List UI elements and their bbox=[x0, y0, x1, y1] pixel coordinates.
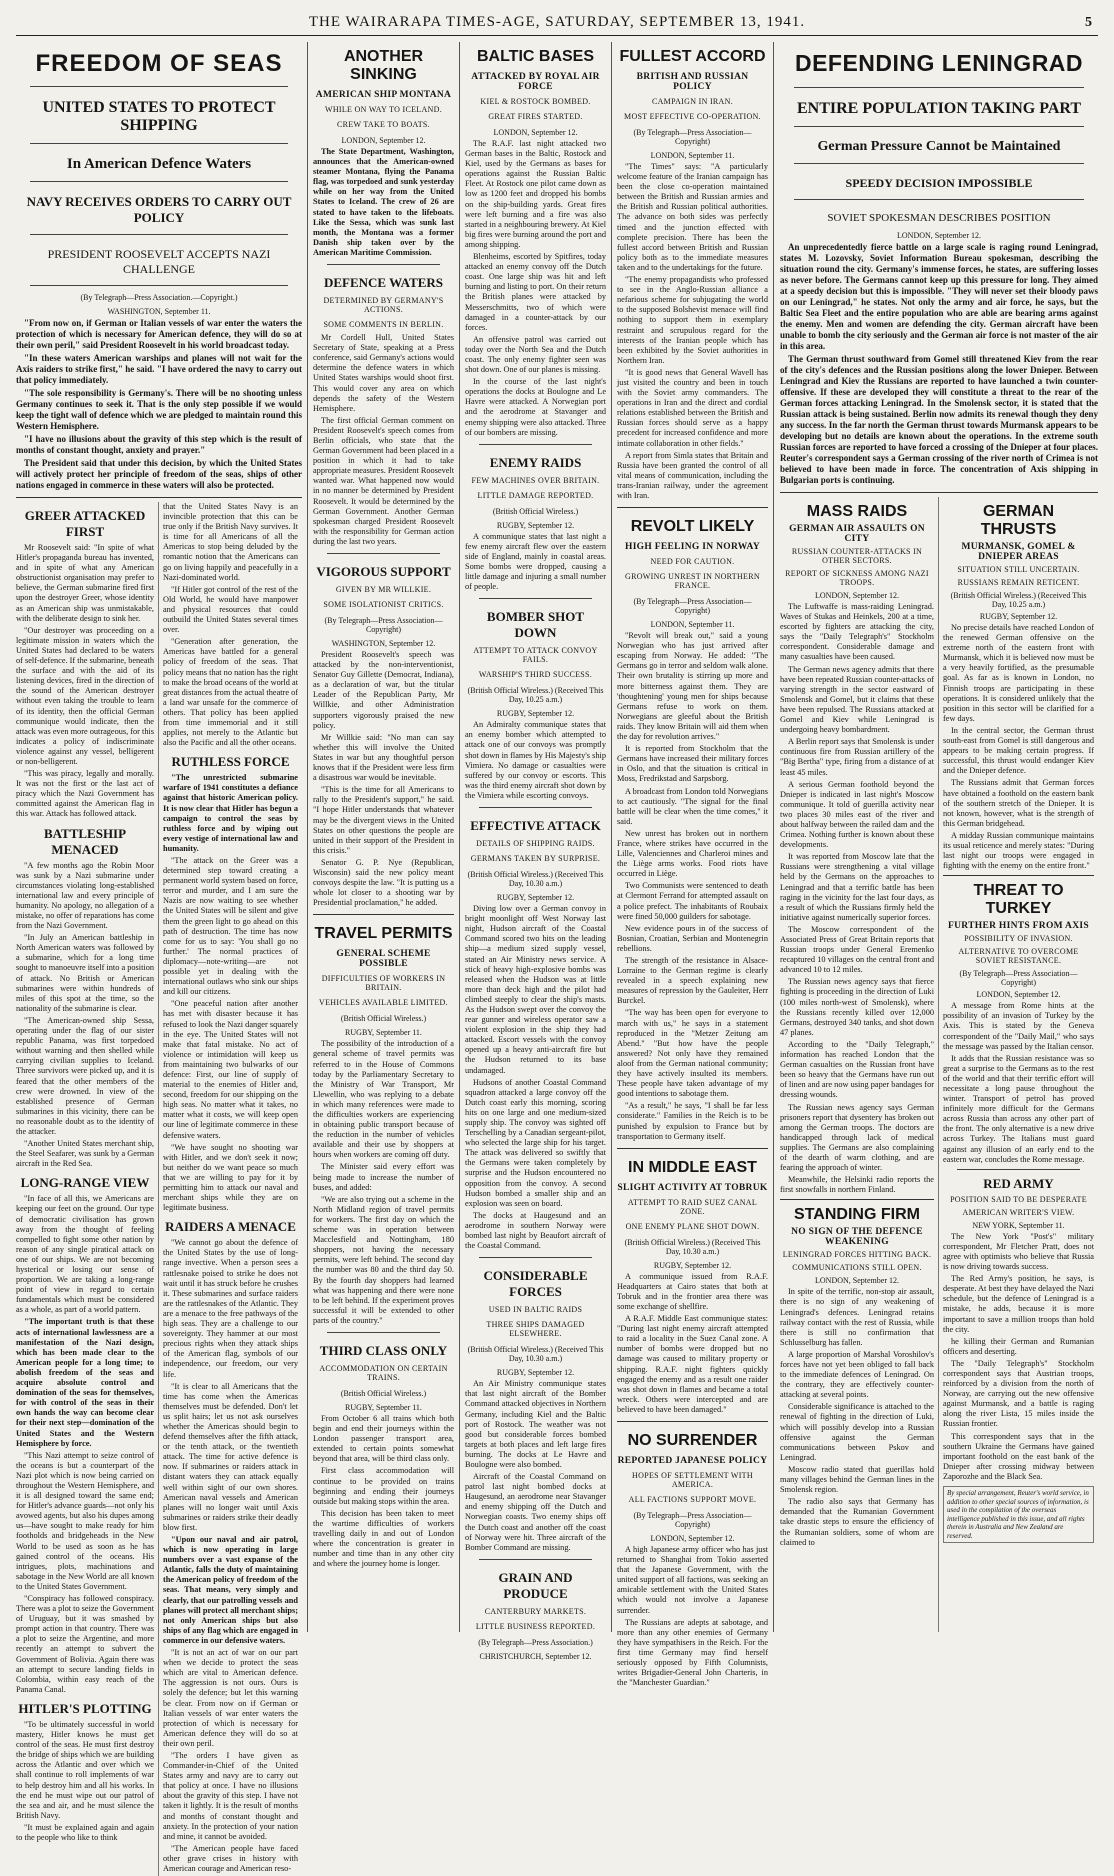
paragraph: An Air Ministry communique states that last night aircraft of the Bomber Command attacked objectives in Northern Germany, including Kiel and the Baltic port of Rostock. The weather was not good but considerable forces bombed targets at both places and left large fires burning. The docks at Le Havre and Boulogne were also bombed. bbox=[465, 1379, 606, 1469]
paragraph: "In July an American battleship in North American waters was followed by a submarine, which for a long time sought to manoeuvre itself into a position of attack. No British or American submarines were within hundreds of miles of this spot at the time, so the nationality of the submarine is clear. bbox=[16, 933, 154, 1013]
paragraph: Hudsons of another Coastal Command squadron attacked a large convoy off the Dutch coast early this morning, scoring hits on one large and one medium-sized supply ship. The convoy was sighted off Terschelling by a Canadian sergeant-pilot, who selected the large ship for his target. The attack was delivered so swiftly that the Germans were taken completely by surprise and the Hudson encountered no opposition from the convoy. A second Hudson bombed a smaller ship and an explosion was seen on board. bbox=[465, 1077, 606, 1208]
subhead: WARSHIP'S THIRD SUCCESS. bbox=[478, 670, 593, 680]
subhead-navy-orders: NAVY RECEIVES ORDERS TO CARRY OUT POLICY bbox=[26, 194, 292, 225]
paragraph: The R.A.F. last night attacked two German bases in the Baltic, Rostock and Kiel, used by the Germans as bases for operations against the Russian Baltic Fleet. At Rostock one pilot came down as low as 1200 feet and dropped his bombs on the ship-building yards. Great fires were left burning and a fire was also started in a neighbouring brewery. At Kiel big fires were burning around the port and among shipping. bbox=[465, 139, 606, 249]
section-title: LONG-RANGE VIEW bbox=[20, 1175, 150, 1191]
dateline: LONDON, September 12. bbox=[815, 591, 899, 600]
dateline: NEW YORK, September 11. bbox=[972, 1220, 1065, 1230]
dateline: LONDON, September 12. bbox=[493, 128, 578, 137]
paragraph: "Revolt will break out," said a young Norwegian who has just arrived after escaping from Norway. He added: "The Germans go in terror and seldom walk alone. Their own brutality is stirring up more and more bitterness against them. They are 'thoughtening' young men for ships because Germans refuse to work on them. Norwegians are gleeful about the British raids. They know Britain will aid them when the day for revolution arrives." bbox=[617, 631, 768, 742]
paragraph: The Russians admit that German forces have obtained a foothold on the eastern bank of the southern stretch of the Dnieper. It is not known, however, what is the strength of this German bridgehead. bbox=[943, 778, 1094, 828]
dateline: RUGBY, September 12. bbox=[496, 520, 575, 530]
paragraph: It was reported from Moscow late that the Russians were strengthening a vital village held by the Germans on the approaches to Leningrad and that a terrific battle has been raging in the vicinity for the last four days, as a result of which the Russians firmly held the initiative against numerically superior forces. bbox=[780, 852, 934, 922]
headline-considerable-forces: CONSIDERABLE FORCES bbox=[483, 1268, 588, 1300]
paragraph: "Our destroyer was proceeding on a legitimate mission in waters which the United States had declared to be waters of self-defence. If the submarine, beneath the surface and with the aid of its listening devices, fired in the direction of the sound of the American destroyer without even taking the trouble to learn of its identity, then the official German communique would indicate, then the attack was even more outrageous, for this indicates a policy of indiscriminate violence against any vessel, belligerent or non-belligerent. bbox=[16, 625, 155, 766]
paragraph: This correspondent says that in the southern Ukraine the Germans have gained important foothold on the east bank of the Dnieper after crossing midway between Zaporozhe and the Black Sea. bbox=[943, 1431, 1094, 1481]
headline-german-thrusts: GERMAN THRUSTS bbox=[980, 503, 1057, 538]
intro-text bbox=[16, 318, 302, 493]
paragraph: "In these waters American warships and planes will not wait for the Axis raiders to strike first," he said. "I have ordered the navy to carry out that policy immediately. bbox=[16, 353, 302, 385]
paragraph: "The attack on the Greer was a determined step toward creating a permanent world system based on force, terror and murder, and I am sure the Nazis are now waiting to see whether the United States will be silent and give them the green light to go ahead on this path of destruction. The time has now come for us to say: 'You shall go no further.' The normal practices of diplomacy—note-writing—are not possible yet in dealing with the international outlaws who sink our ships and kill our citizens. bbox=[163, 856, 298, 997]
byline: (British Official Wireless.) (Received This Day, 10.30 a.m.) bbox=[467, 1345, 604, 1364]
paragraph: A message from Rome hints at the possibility of an invasion of Turkey by the Axis. This is stated by the Geneva correspondent of the "Daily Mail," who says the message was passed by the Italian censor. bbox=[943, 1001, 1094, 1051]
dateline: WASHINGTON, September 11. bbox=[107, 307, 211, 316]
paragraph: "This Nazi attempt to seize control of the oceans is but a counterpart of the Nazi plot which is now being carried on throughout the Western Hemisphere, and it is all designed toward the same end; for Hitler's advance guards—not only his avowed agents, but also his dupes among us—have sought to make ready for him footholds and bridgeheads in the New World to be used as soon as he has gained control of the oceans. His intrigues, plots, machinations and sabotage in the New World are all known to the United States Government. bbox=[16, 1450, 154, 1591]
dateline: RUGBY, September 12. bbox=[496, 893, 575, 903]
paragraph: "The important truth is that these acts of international lawlessness are a manifestation of the Nazi design, which has been made clear to the American people for a long time; to abolish freedom of the seas and acquire absolute control and domination of the seas for themselves, for with control of the seas in their own hands the way can become clear for their next step—domination of the United States and the Western Hemisphere by force. bbox=[16, 1317, 154, 1448]
subhead: REPORT OF SICKNESS AMONG NAZI TROOPS. bbox=[785, 569, 929, 587]
paragraph: This decision has been taken to meet the wartime difficulties of workers travelling daily in and out of London where the concentration is greater in number and time than in any other city and where the journey home is longer. bbox=[313, 1508, 454, 1569]
leningrad-left-subcolumn bbox=[780, 497, 939, 1632]
headline-third-class-only: THIRD CLASS ONLY bbox=[319, 1342, 448, 1358]
paragraph: The first official German comment on President Roosevelt's speech comes from Berlin officials, who state that the German Government had been placed in a position in which it had to take appropriate measures. President Roosevelt wanted war. What happened now would in no manner be determined by President Roosevelt. It would be determined by the German Government. Another German spokesman charged President Roosevelt with the responsibility for German action during the last two years. bbox=[313, 415, 455, 546]
paragraph: Considerable significance is attached to the renewal of fighting in the direction of Luki, which will possibly develop into a Russian offensive against the German communications between Pskov and Leningrad. bbox=[780, 1402, 934, 1462]
paragraph: "It must be explained again and again to the people who like to think bbox=[16, 1822, 154, 1842]
paragraph: A high Japanese army officer who has just returned to Shanghai from Tokio asserted that the Japanese Government, with the united support of all factions, was seeking an amicable settlement with the United States which would not involve a Japanese surrender. bbox=[617, 1545, 768, 1615]
headline-grain-and-produce: GRAIN AND PRODUCE bbox=[498, 1569, 573, 1601]
dateline: RUGBY, September 12. bbox=[496, 1368, 575, 1378]
paragraph: that the United States Navy is an invincible protection that this can be true only if the British Navy survives. It is time for all Americans of all the Americas to stop being deluded by the romantic notion that the Americans can go on living happily and peacefully in a Nazi-dominated world. bbox=[163, 502, 298, 582]
subhead: RUSSIAN COUNTER-ATTACKS IN OTHER SECTORS. bbox=[791, 547, 923, 565]
paragraph: No precise details have reached London of the renewed German offensive on the extreme north of the eastern front with Murmansk, which it is believed now must be a very heavily fortified, as the presumable goal. As far as is known in London, no Finnish troops are participating in these operations. It is considered unlikely that the position in this sector will be clarified for a few days. bbox=[943, 623, 1094, 723]
section-title: HITLER'S PLOTTING bbox=[18, 1700, 152, 1716]
dateline: RUGBY, September 12. bbox=[979, 612, 1058, 621]
headline-in-middle-east: IN MIDDLE EAST bbox=[628, 1158, 757, 1176]
freedom-right-subcolumn bbox=[159, 502, 302, 1876]
subhead: LITTLE DAMAGE REPORTED. bbox=[477, 490, 594, 500]
byline: (By Telegraph—Press Association—Copyright) bbox=[633, 128, 752, 146]
paragraph: "From now on, if German or Italian vessels of war enter the waters the protection of which is necessary for American defence, they will do so at their own peril," said President Roosevelt in his world broadcast today. bbox=[16, 318, 302, 350]
paragraph: Senator G. P. Nye (Republican, Wisconsin) said the new policy meant convoys despite the law. "It is putting us a whole lot closer to a shooting war by Presidential proclamation," he added. bbox=[313, 857, 454, 908]
byline: (By Telegraph—Press Association—Copyright) bbox=[633, 1511, 752, 1529]
dateline: LONDON, September 11. bbox=[650, 620, 735, 630]
paragraph: The German news agency admits that there have been repeated Russian counter-attacks of varying strength in the sector eastward of Smolensk and Gomel, but it claims that these have been repulsed. The Russians attacked at Gomel and Kiev while Leningrad is undergoing heavy bombardment. bbox=[780, 664, 934, 735]
headline-red-army: RED ARMY bbox=[983, 1175, 1054, 1191]
subhead: THREE SHIPS DAMAGED ELSEWHERE. bbox=[486, 1320, 585, 1339]
subhead: DETERMINED BY GERMANY'S ACTIONS. bbox=[323, 296, 444, 315]
headline-revolt-likely: REVOLT LIKELY bbox=[630, 518, 755, 536]
subhead: GENERAL SCHEME POSSIBLE bbox=[336, 949, 431, 970]
paragraph: President Roosevelt's speech was attacked by the non-interventionist, Senator Guy Gillette (Democrat, Indiana), as a declaration of war, but the titular Leader of the Republican Party, Mr Willkie, and other Administration supporters vigorously praised the new policy. bbox=[313, 650, 454, 730]
paragraph: "To be ultimately successful in world mastery, Hitler knows he must get control of the seas. He must first destroy the bridge of ships which we are building across the Atlantic and over which we shall continue to roll implements of war to help destroy him and all his works. In the end he must wipe out our patrol of the sea and air, and he must silence the British Navy. bbox=[16, 1719, 154, 1820]
subhead: SITUATION STILL UNCERTAIN. bbox=[957, 565, 1080, 574]
byline: (By Telegraph—Press Association—Copyright) bbox=[633, 597, 752, 616]
paragraph: "As a result," he says, "I shall be far less considerate." Families in the Reich is to be punished by expulsion to France but by transportation to Germany itself. bbox=[617, 1101, 768, 1141]
paragraph: The Russians are adepts at sabotage, and more than any other enemies of Germany they have sympathisers in the Reich. For the first time Germany may find herself seriously opposed by Fifth Columnists, writes Brigadier-General John Charteris, in the "Manchester Guardian." bbox=[617, 1617, 768, 1688]
paragraph: Blenheims, escorted by Spitfires, today attacked an enemy convoy off the Dutch coast. One large ship was hit and left burning and listing to port. On their return the British planes were attacked by Messerschmitts, two of which were damaged in a counter-attack by our forces. bbox=[465, 252, 606, 332]
subhead-roosevelt-challenge: PRESIDENT ROOSEVELT ACCEPTS NAZI CHALLENGE bbox=[47, 247, 271, 276]
paragraph: From October 6 all trains which both begin and end their journeys within the London passenger transport area, extended to certain points somewhat beyond that area, will be third class only. bbox=[313, 1413, 454, 1464]
paragraph: A large proportion of Marshal Voroshilov's forces have not yet been obliged to fall back to the immediate defences of Leningrad. On the contrary, they are effectively counter-attacking at several points. bbox=[780, 1349, 934, 1400]
paragraph: "The sole responsibility is Germany's. There will be no shooting unless Germany continues to seek it. That is the only step possible if we would keep the tight wall of defence which we are pledged to maintain round this Western Hemisphere. bbox=[16, 388, 302, 431]
paragraph: "The way has been open for everyone to march with us," he says in a statement reproduced in the "Metzer Zeitung am Abend." "But how have the people answered? Not only have they remained aloof from the German national community; they have actively insulted its members. These people have taken advantage of my good intentions to sabotage them. bbox=[617, 1008, 768, 1099]
subhead: AMERICAN SHIP MONTANA bbox=[315, 90, 452, 100]
paragraph: "Another United States merchant ship, the Steel Seafarer, was sunk by a German aircraft in the Red Sea. bbox=[16, 1139, 154, 1169]
headline-no-surrender: NO SURRENDER bbox=[627, 1432, 758, 1449]
subhead-soviet-spokesman: SOVIET SPOKESMAN DESCRIBES POSITION bbox=[827, 212, 1051, 224]
byline: (British Official Wireless.) bbox=[340, 1388, 427, 1398]
dateline: LONDON, September 12. bbox=[897, 231, 981, 240]
section-title: RUTHLESS FORCE bbox=[171, 754, 290, 770]
freedom-of-seas-article bbox=[16, 42, 308, 1873]
paragraph: According to the "Daily Telegraph," information has reached London that the German casualties on the Russian front have been so heavy that the Germans have run out of linen and are now using paper bandages for dressing wounds. bbox=[780, 1039, 934, 1100]
paragraph: Mr Cordell Hull, United States Secretary of State, speaking at a Press conference, said Germany's actions would determine the defence waters in which United States warships would shoot first. This would cover any area on which depends the safety of the Western Hemisphere. bbox=[313, 333, 454, 413]
paragraph: The possibility of the introduction of a general scheme of travel permits was referred to in the House of Commons today by the Parliamentary Secretary to the Ministry of War Transport, Mr Llewellin, who was replying to a debate in which many references were made to the difficulties workers are experiencing in obtaining public transport because of the reduction in the number of vehicles available and their use by shoppers at hours when workers are coming off duty. bbox=[313, 1039, 454, 1160]
paragraph: Diving low over a German convoy in bright moonlight off West Norway last night, Hudson aircraft of the Coastal Command scored two hits on the leading ship—a medium sized supply vessel, stated an Air Ministry news service. A stick of heavy high-explosive bombs was released when the Hudson was at little more than deck high and the pilot had climbed steeply to clear the ship's masts. As the Hudson swept over the convoy the rear gunner and wireless operator saw a violent explosion in the ship they had attacked. Escort vessels with the convoy opened up a heavy anti-aircraft fire but the Hudson returned to its base undamaged. bbox=[465, 904, 606, 1075]
paragraph: A report from Simla states that Britain and Russia have been granted the control of all vital means of communication, including the trans-Iranian railway, under the agreement with Iran. bbox=[617, 450, 768, 500]
paragraph: The State Department, Washington, announces that the American-owned steamer Montana, flying the Panama flag, was torpedoed and sunk yesterday while on her way from the United States to Iceland. The crew of 26 are stated to have taken to the lifeboats. Like the Sessa, which was sunk last month, the Montana was a former Danish ship taken over by the American Maritime Commission. bbox=[313, 147, 454, 257]
subhead: MURMANSK, GOMEL & DNIEPER AREAS bbox=[961, 542, 1076, 562]
dateline: LONDON, September 12. bbox=[815, 1276, 899, 1286]
paragraph: The Luftwaffe is mass-raiding Leningrad. Waves of Stukas and Heinkels, 200 at a time, escorted by fighters are attacking the city, says the "Daily Telegraph's" Stockholm correspondent. Considerable damage and many casualties have been caused. bbox=[780, 602, 934, 662]
subhead: USED IN BALTIC RAIDS bbox=[488, 1305, 583, 1315]
paragraph: It adds that the Russian resistance was so great a surprise to the Germans as to the rest of the world and that their terrific effort will necessitate a long pause throughout the winter. Transport of petrol has proved infinitely more difficult for the Germans across Russia than across any other part of the front. The only alternative is a new drive across Turkey. The Italians must guard against any illusion of an early end to the eastern war, concludes the Rome message. bbox=[943, 1053, 1094, 1164]
headline-effective-attack: EFFECTIVE ATTACK bbox=[470, 818, 601, 834]
paragraph: It is reported from Stockholm that the Germans have increased their military forces in Oslo, and that the situation is critical in Moss, Fredrikstad and Sarpsborg. bbox=[617, 744, 768, 784]
paragraph: The strength of the resistance in Alsace-Lorraine to the German regime is clearly revealed in a speech explaining new measures of repression by the Gauleiter, Herr Burckel. bbox=[617, 956, 768, 1006]
paragraph: "It is good news that General Wavell has just visited the country and been in touch with the Soviet army commanders. The operations in Iran and the direct and cordial relations established between the British and Russian forces should serve as a happy precedent for increased confidence and more intimate collaboration in other fields." bbox=[617, 367, 768, 448]
subhead: ATTEMPT TO RAID SUEZ CANAL ZONE. bbox=[627, 1197, 758, 1216]
byline: (British Official Wireless.) (Received This Day, 10.30 a.m.) bbox=[467, 870, 604, 889]
dateline: CHRISTCHURCH, September 12. bbox=[479, 1651, 592, 1661]
subhead: COMMUNICATIONS STILL OPEN. bbox=[792, 1263, 922, 1273]
dateline: RUGBY, September 12. bbox=[653, 1260, 732, 1270]
paragraph: The "Daily Telegraph's" Stockholm correspondent says that Austrian troops, reinforced by a division from the north of Norway, are carrying out the new offensive against Murmansk, and a battle is raging along the river Lista, 15 miles inside the Russian frontier. bbox=[943, 1358, 1094, 1429]
leningrad-right-subcolumn bbox=[939, 497, 1098, 1632]
paragraph: A serious German foothold beyond the Dnieper is indicated in last night's Moscow communique. It told of guerilla activity near two places 30 miles east of the river and about halfway between the railed dam and the Crimea. Nothing further is known about these developments. bbox=[780, 779, 934, 850]
subhead: ACCOMMODATION ON CERTAIN TRAINS. bbox=[319, 1363, 448, 1382]
headline-enemy-raids: ENEMY RAIDS bbox=[489, 454, 582, 470]
subhead: CAMPAIGN IN IRAN. bbox=[651, 97, 734, 106]
subhead: KIEL & ROSTOCK BOMBED. bbox=[480, 97, 591, 106]
subhead: RUSSIANS REMAIN RETICENT. bbox=[957, 578, 1080, 587]
section-title: GREER ATTACKED FIRST bbox=[24, 508, 146, 539]
paragraph: An offensive patrol was carried out today over the North Sea and the Dutch coast. The only enemy fighter seen was shot down. One of our planes is missing. bbox=[465, 334, 606, 375]
subhead: BRITISH AND RUSSIAN POLICY bbox=[636, 72, 749, 92]
masthead bbox=[16, 0, 1098, 36]
subhead: ONE ENEMY PLANE SHOT DOWN. bbox=[625, 1221, 760, 1231]
subhead: GROWING UNREST IN NORTHERN FRANCE. bbox=[625, 572, 760, 591]
subhead-entire-population: ENTIRE POPULATION TAKING PART bbox=[796, 100, 1082, 117]
paragraph: he killing their German and Rumanian officers and deserting. bbox=[943, 1336, 1094, 1356]
column-4 bbox=[612, 42, 774, 1688]
headline-mass-raids: MASS RAIDS bbox=[806, 503, 908, 520]
subhead: GERMANS TAKEN BY SURPRISE. bbox=[470, 854, 601, 864]
subhead: NEED FOR CAUTION. bbox=[650, 557, 735, 567]
paragraph: Mr Roosevelt said: "In spite of what Hitler's propaganda bureau has invented, and in spite of what any American obstructionist organisation may prefer to believe, the German submarine fired first upon the destroyer Greer, whose identity as an American ship was unmistakable, with the deliberate design to sink her. bbox=[16, 543, 154, 623]
paragraph: A communique issued from R.A.F. Headquarters at Cairo states that both at Tobruk and in the frontier area there was some exchange of shellfire. bbox=[617, 1271, 768, 1311]
headline-freedom-of-seas: FREEDOM OF SEAS bbox=[35, 50, 283, 77]
dateline: RUGBY, September 11. bbox=[345, 1028, 422, 1038]
subhead: MOST EFFECTIVE CO-OPERATION. bbox=[624, 112, 761, 121]
paragraph: The radio also says that Germany has demanded that the Rumanian Government take drastic steps to ensure the efficiency of the Rumanian soldiers, some of whom are claimed to bbox=[780, 1497, 934, 1547]
paragraph: In the central sector, the German thrust south-east from Gomel is still dangerous and appears to be making certain progress. If successful, this thrust would endanger Kiev and the Dnieper defence. bbox=[943, 725, 1094, 776]
subhead: LENINGRAD FORCES HITTING BACK. bbox=[782, 1250, 932, 1260]
paragraph: A broadcast from London told Norwegians to act cautiously. "The signal for the final battle will be clear when the time comes," it said. bbox=[617, 786, 768, 826]
headline-vigorous-support: VIGOROUS SUPPORT bbox=[316, 564, 451, 579]
dateline: RUGBY, September 11. bbox=[345, 1402, 422, 1412]
headline-standing-firm: STANDING FIRM bbox=[794, 1206, 920, 1224]
paragraph: "A few months ago the Robin Moor was sunk by a Nazi submarine under circumstances violating long-established international law and every principle of humanity. No apology, no allegation of a mistake, no offer of reparations has come from the Nazi Government. bbox=[16, 860, 154, 931]
subhead: VEHICLES AVAILABLE LIMITED. bbox=[319, 998, 448, 1008]
paragraph: First class accommodation will continue to be provided on trains beginning and ending their journeys outside but making stops within the area. bbox=[313, 1466, 454, 1506]
intro-text bbox=[780, 242, 1098, 488]
reuters-notice: By special arrangement, Reuter's world service, in addition to other special sources of information, is used in the compilation of the overseas intelligence published in this issue, and all rights therein in Australia and New Zealand are reserved. bbox=[943, 1486, 1094, 1543]
subhead: SLIGHT ACTIVITY AT TOBRUK bbox=[617, 1182, 768, 1193]
dateline: LONDON, September 12. bbox=[650, 1534, 735, 1543]
subhead-protect-shipping: UNITED STATES TO PROTECT SHIPPING bbox=[42, 99, 276, 134]
paragraph: New evidence pours in of the success of Bosnian, Croatian, Serbian and Montenegrin rebellions. bbox=[617, 923, 768, 953]
paragraph: Aircraft of the Coastal Command on patrol last night bombed docks at Haugesund, an aerodrome near Stavanger and enemy shipping off the Dutch and Norwegian coasts. Two enemy ships off the Dutch coast and another off the coast of Norway were hit. Three aircraft of the Bomber Command are missing. bbox=[465, 1472, 606, 1552]
dateline: LONDON, September 12. bbox=[976, 990, 1061, 1000]
subhead: FEW MACHINES OVER BRITAIN. bbox=[471, 475, 600, 485]
subhead-speedy-decision: SPEEDY DECISION IMPOSSIBLE bbox=[845, 176, 1033, 190]
paragraph: "Conspiracy has followed conspiracy. There was a plot to seize the Government of Uruguay, but it was smashed by prompt action in that country. There was a plot to seize the Argentine, and more recently an attempt to subvert the Government of Bolivia. Again there was an attempt to secure landing fields in Colombia, within easy reach of the Panama Canal. bbox=[16, 1594, 155, 1694]
paragraph: The President said that under this decision, by which the United States will actively protect her principle of freedom of the seas, ships of other nations engaged in commerce in these waters will also be protected. bbox=[16, 458, 302, 490]
paragraph: The New York "Post's" military correspondent, Mr Fletcher Pratt, does not agree with optimists who believe that Russia is now driving towards success. bbox=[943, 1231, 1094, 1272]
masthead-title: THE WAIRARAPA TIMES-AGE, SATURDAY, SEPTEMBER 13, 1941. bbox=[308, 14, 806, 30]
paragraph: An unprecedentedly fierce battle on a large scale is raging round Leningrad, states M. Lozovsky, Soviet Information Bureau spokesman, describing the situation round the city. Germany's immense forces, he states, are suffering losses as never before. The Germans cannot keep up this pressure for long. They aimed at a speedy decision but this is impossible. "They will never set their bloody paws on our Leningrad," he states. Not only the army and air force, he says, but the Baltic Sea Fleet and the entire population who are able are bearing arms against the enemy. Men and women are defending the city. German aircraft have been unable to bomb the city seriously and the German air force is not master of the air in this area. bbox=[780, 242, 1098, 351]
paragraph: A communique states that last night a few enemy aircraft flew over the eastern side of England, mainly in coastal areas. Some bombs were dropped, causing a little damage and injuring a small number of people. bbox=[465, 531, 606, 592]
section-title: RAIDERS A MENACE bbox=[165, 1219, 296, 1235]
subhead: WHILE ON WAY TO ICELAND. bbox=[324, 105, 443, 114]
paragraph: "Upon our naval and air patrol, which is now operating in large numbers over a vast expanse of the Atlantic, falls the duty of maintaining the American policy of freedom of the seas. That means, very simply and clearly, that our patrolling vessels and planes will protect all merchant ships; not only American ships but also ships of any flag which are engaged in commerce in our defensive waters. bbox=[163, 1535, 298, 1645]
byline: (By Telegraph—Press Association.) bbox=[478, 1637, 593, 1647]
paragraph: The Minister said every effort was being made to increase the number of buses, and added: bbox=[313, 1162, 454, 1192]
dateline: RUGBY, September 12. bbox=[496, 709, 575, 719]
subhead: DETAILS OF SHIPPING RAIDS. bbox=[476, 839, 595, 849]
subhead: POSSIBILITY OF INVASION. bbox=[964, 934, 1073, 944]
column-2 bbox=[308, 42, 460, 1632]
subhead: GIVEN BY MR WILLKIE. bbox=[335, 585, 432, 594]
headline-bomber-shot-down: BOMBER SHOT DOWN bbox=[486, 609, 585, 641]
paragraph: "The Times" says: "A particularly welcome feature of the Iranian campaign has been the close co-operation maintained between the British and Russian armies and the British and Russian political authorities. The advance on both sides was perfectly timed and the junction effected with complete precision. There has been the fullest accord between British and Russian policy both as to the immediate measures taken and to the undertakings for the future. bbox=[617, 162, 768, 272]
dateline: WASHINGTON, September 12. bbox=[331, 639, 436, 648]
paragraph: Mr Willkie said: "No man can say whether this will involve the United States in war but any thoughtful person knows that if the President were less firm a disastrous war would be inevitable. bbox=[313, 732, 454, 783]
paragraph: The Russian news agency says that fierce fighting is proceeding in the direction of Luki (100 miles north-west of Smolensk), where the Russians recently killed over 12,000 Germans, destroyed 340 tanks, and shot down 47 planes. bbox=[780, 977, 934, 1037]
paragraph: A Berlin report says that Smolensk is under continuous fire from Russian artillery of the "Big Bertha" type, firing from a distance of at least 45 miles. bbox=[780, 737, 934, 777]
paragraph: "It is not an act of war on our part when we decide to protect the seas which are vital to American defence. The aggression is not ours. Ours is solely the defence; but let this warning be clear. From now on if German or Italian vessels of war enter waters the protection of which is necessary for American defence they will do so at their own peril. bbox=[163, 1648, 298, 1748]
dateline: LONDON, September 11. bbox=[650, 151, 735, 160]
byline: (British Official Wireless.) bbox=[492, 506, 579, 516]
subhead: SOME ISOLATIONIST CRITICS. bbox=[323, 600, 444, 609]
subhead: POSITION SAID TO BE DESPERATE bbox=[950, 1194, 1087, 1204]
paragraph: "The American people have faced other grave crises in history with American courage and American reso- bbox=[163, 1843, 298, 1873]
subhead: HOPES OF SETTLEMENT WITH AMERICA. bbox=[632, 1471, 753, 1489]
paragraph: The German thrust southward from Gomel still threatened Kiev from the rear of the city's defences and the Russian positions along the lower Dnieper. Between Leningrad and Kiev the Russians are reported to have launched a twin counter-offensive. If these are developed they will constitute a threat to the rear of the German forces attacking Leningrad. In the Smolensk sector, it is stated that the Russian attack is being sustained. Berlin now admits its renewal though they deny any success. In the far north the German thrust towards Murmansk appears to be developing but no details are known about the operations. In the extreme south Russian forces are reported to have forced a crossing of the Dnieper at four places. Reuter's correspondent says a German crossing of the river north of Crimea is not believed to have been made in force. The concentration of Axis shipping in Bulgarian ports is continuing. bbox=[780, 354, 1098, 485]
subhead-german-pressure: German Pressure Cannot be Maintained bbox=[817, 139, 1061, 154]
section-title: BATTLESHIP MENACED bbox=[43, 825, 127, 857]
headline-fullest-accord: FULLEST ACCORD bbox=[619, 48, 766, 65]
subhead: GREAT FIRES STARTED. bbox=[488, 112, 583, 121]
paragraph: "We cannot go about the defence of the United States by the use of long-range invective. When a person sees a rattlesnake poised to strike he does not wait until it has struck before he crushes it. These submarines and surface raiders are the rattlesnakes of the Atlantic. They are a menace to the free pathways of the high seas. They are a challenge to our sovereignty. They hammer at our most precious rights when they attack ships of the American flag, symbols of our independence, our freedom, our very life. bbox=[163, 1238, 298, 1379]
paragraph: "This is the time for all Americans to rally to the President's support," he said. "I hope Hitler understands that whatever may be the divergent views in the United States on other questions the people are united in their support of the President in this crisis." bbox=[313, 785, 454, 855]
page-number: 5 bbox=[1085, 15, 1092, 30]
column-3 bbox=[460, 42, 612, 1661]
paragraph: "I have no illusions about the gravity of this step which is the result of months of constant thought, anxiety and prayer." bbox=[16, 434, 302, 455]
paragraph: In spite of the terrific, non-stop air assault, there is no sign of any weakening of Leningrad's defences. Leningrad retains railway contact with the rest of Russia, while there is still no confirmation that Schlusselburg has fallen. bbox=[780, 1287, 934, 1347]
paragraph: The docks at Haugesund and an aerodrome in southern Norway were bombed last night by Beaufort aircraft of the Coastal Command. bbox=[465, 1210, 606, 1251]
paragraph: Moscow radio stated that guerillas hold many villages behind the German lines in the Smolensk region. bbox=[780, 1464, 934, 1495]
byline: (British Official Wireless.) (Received This Day, 10.30 a.m.) bbox=[624, 1237, 761, 1256]
subhead: LITTLE BUSINESS REPORTED. bbox=[475, 1621, 596, 1631]
subhead: GERMAN AIR ASSAULTS ON CITY bbox=[789, 524, 925, 544]
byline: (British Official Wireless.) (Received This Day, 10.25 a.m.) bbox=[467, 686, 604, 705]
paragraph: "One peaceful nation after another has met with disaster because it has refused to look the Nazi danger squarely in the eye. The United States will not make that fatal mistake. No act of violence or intimidation will keep us from maintaining two bulwarks of our defence: First, our line of supply of material to the enemies of Hitler and, second, freedom for our shipping on the high seas. No matter what it takes, no matter what it costs, we will keep open our line of legitimate commerce in these defensive waters. bbox=[163, 999, 298, 1140]
dateline: LONDON, September 12. bbox=[341, 136, 426, 145]
subhead: ATTACKED BY ROYAL AIR FORCE bbox=[471, 72, 600, 92]
subhead: DIFFICULTIES OF WORKERS IN BRITAIN. bbox=[321, 974, 446, 993]
paragraph: "We have sought no shooting war with Hitler, and we don't seek it now; but neither do we want peace so much that we are willing to pay for it by permitting him to attack our naval and merchant ships while they are on legitimate business. bbox=[163, 1142, 298, 1213]
subhead: AMERICAN WRITER'S VIEW. bbox=[962, 1207, 1075, 1217]
paragraph: "The enemy propagandists who professed to see in the Anglo-Russian alliance a nefarious scheme for subjugating the world to the supposed Bolshevist menace will find nothing to support them in exemplary restraint and scrupulous regard for the interests of the Iranian people which has been exhibited by the Soviet authorities in Northern Iran. bbox=[617, 275, 768, 365]
paragraph: "In face of all this, we Americans are keeping our feet on the ground. Our type of democratic civilisation has grown away from the thought of feeling compelled to fight some other nation by reason of any single piratical attack on one of our ships. We are not becoming hysterical or losing our sense of proportion. We are taking a long-range point of view in regard to certain fundamentals which must be considered as a whole, as part of a world pattern. bbox=[16, 1194, 154, 1315]
subhead: FURTHER HINTS FROM AXIS bbox=[948, 921, 1089, 932]
headline-defence-waters: DEFENCE WATERS bbox=[323, 275, 444, 291]
headline-baltic-bases: BALTIC BASES bbox=[476, 48, 595, 65]
subhead: NO SIGN OF THE DEFENCE WEAKENING bbox=[791, 1227, 923, 1248]
paragraph: Meanwhile, the Helsinki radio reports the first snowfalls in northern Finland. bbox=[780, 1175, 934, 1195]
subhead: CANTERBURY MARKETS. bbox=[484, 1606, 587, 1616]
freedom-left-subcolumn bbox=[16, 502, 159, 1876]
paragraph: "This was piracy, legally and morally. It was not the first or the last act of piracy which the Nazi Government has committed against the American flag in this war. Attack has followed attack. bbox=[16, 769, 154, 819]
subhead: SOME COMMENTS IN BERLIN. bbox=[323, 320, 444, 330]
paragraph: Two Communists were sentenced to death at Clermont Ferrand for attempted assault on a police prefect. The inhabitants of Roubaix were fined 50,000 guilders for sabotage. bbox=[617, 881, 768, 921]
paragraph: "The American-owned ship Sessa, operating under the flag of our sister republic Panama, was first torpedoed without warning and then shelled while carrying civilian supplies to Iceland. Three survivors were picked up, and it is feared that the other members of the crew were drowned. In view of the established presence of German submarines in this vicinity, there can be no reasonable doubt as to the identity of the attacker. bbox=[16, 1015, 154, 1136]
subhead: CREW TAKE TO BOATS. bbox=[337, 120, 430, 129]
byline: (British Official Wireless.) (Received This Day, 10.25 a.m.) bbox=[950, 591, 1087, 609]
byline: (By Telegraph—Press Association—Copyright) bbox=[324, 616, 443, 634]
paragraph: "If Hitler got control of the rest of the Old World, he would have manpower and physical resources that could outbuild the United States several times over. bbox=[163, 584, 298, 635]
byline: (By Telegraph—Press Association.—Copyright.) bbox=[80, 293, 238, 302]
paragraph: "We are also trying out a scheme in the North Midland region of travel permits for workers. The first day on which the scheme was in operation between Macclesfield and Nottingham, 180 shoppers, not having the necessary permits, were left behind. The second day the number was 80 and the third day 50. By the fourth day shoppers had learned what was happening and there were none to be left behind. If the experiment proves successful it will be extended to other parts of the country." bbox=[313, 1194, 454, 1325]
subhead-defence-waters: In American Defence Waters bbox=[66, 156, 252, 172]
subhead: HIGH FEELING IN NORWAY bbox=[625, 542, 760, 553]
headline-travel-permits: TRAVEL PERMITS bbox=[314, 925, 453, 943]
paragraph: "Generation after generation, the Americas have battled for a general policy of freedom of the seas. That policy means that no nation has the right to make the broad oceans of the world at great distances from the actual theatre of a land war unsafe for the commerce of others. That policy has been applied from time immemorial and it still applies, not merely to the Atlantic but also the Pacific and all the other oceans. bbox=[163, 637, 299, 748]
subhead: ALL FACTIONS SUPPORT MOVE. bbox=[628, 1495, 757, 1504]
subhead: REPORTED JAPANESE POLICY bbox=[617, 1456, 768, 1466]
paragraph: "The orders I have given as Commander-in-Chief of the United States army and navy are to carry out that policy at once. I have no illusions about the gravity of this step. I have not taken it lightly. It is the result of months and months of constant thought and anxiety. In the protection of your nation and mine, it cannot be avoided. bbox=[163, 1750, 298, 1841]
paragraph: A R.A.F. Middle East communique states: "During last night enemy aircraft attempted to raid a locality in the Suez Canal zone. A number of bombs were dropped but no damage was caused to military property or shipping. R.A.F. night fighters quickly engaged the enemy and as a result one raider was shot down in flames and became a total wreck. Others were intercepted and are believed to have been damaged." bbox=[617, 1314, 768, 1414]
paragraph: New unrest has broken out in northern France, where strikes have occurred in the Lille, Valenciennes and Charleroi mines and the Liège arms works. Food riots have occurred in Liège. bbox=[617, 828, 768, 879]
byline: (British Official Wireless.) bbox=[340, 1014, 427, 1024]
paragraph: The Red Army's position, he says, is desperate. At best they have delayed the Nazi schedule, but the defence of Leningrad is a mistake, he adds, because it is more important to save a million troops than hold the city. bbox=[943, 1274, 1094, 1334]
paragraph: "It is clear to all Americans that the time has come when the Americas themselves must be defended. Don't let us split hairs; let us not ask ourselves whether the Americas should begin to defend themselves after the fifth attack, or the tenth attack, or the twentieth attack. The time for active defence is now. If submarines or raiders attack in distant waters they can attack equally well within sight of our own shores. American naval vessels and American planes will no longer wait until Axis submarines or raiders strike their deadly blow first. bbox=[163, 1381, 298, 1532]
paragraph: "The unrestricted submarine warfare of 1941 constitutes a defiance against that historic American policy. It is now clear that Hitler has begun a campaign to control the seas by ruthless force and by wiping out every vestige of international law and humanity. bbox=[163, 773, 298, 853]
paragraph: In the course of the last night's operations the docks at Boulogne and Le Havre were attacked. A Norwegian port and the aerodrome at Stavanger and enemy shipping were also attacked. Three of our bombers are missing. bbox=[465, 377, 606, 437]
paragraph: The Russian news agency says German prisoners report that dysentery has broken out among the German troops. The doctors are handicapped through lack of medical supplies. The Germans are also complaining of the dearth of warm clothing, and are fearing the approach of winter. bbox=[780, 1102, 934, 1173]
subhead: ATTEMPT TO ATTACK CONVOY FAILS. bbox=[473, 646, 598, 665]
paragraph: A midday Russian communique maintains its usual reticence and merely states: "During last night our troops were engaged in fighting with the enemy on the entire front." bbox=[943, 830, 1094, 871]
headline-defending-leningrad: DEFENDING LENINGRAD bbox=[794, 50, 1084, 76]
subhead: ALTERNATIVE TO OVERCOME SOVIET RESISTANCE. bbox=[958, 947, 1079, 966]
byline: (By Telegraph—Press Association—Copyright) bbox=[959, 969, 1078, 988]
paragraph: An Admiralty communique states that an enemy bomber which attempted to attack one of our convoys was promptly shot down in flames by His Majesty's ship Vimiera. No damage or casualties were suffered by our convoy or escorts. This was the third enemy aircraft shot down by the Vimiera while escorting convoys. bbox=[465, 720, 606, 800]
paragraph: The Moscow correspondent of the Associated Press of Great Britain reports that Russian troops under General Eremenko recaptured 10 villages on the central front and advanced 10 to 12 miles. bbox=[780, 924, 934, 975]
headline-another-sinking: ANOTHER SINKING bbox=[343, 48, 424, 83]
defending-leningrad-article bbox=[774, 42, 1098, 1632]
headline-threat-to-turkey: THREAT TO TURKEY bbox=[973, 882, 1064, 918]
